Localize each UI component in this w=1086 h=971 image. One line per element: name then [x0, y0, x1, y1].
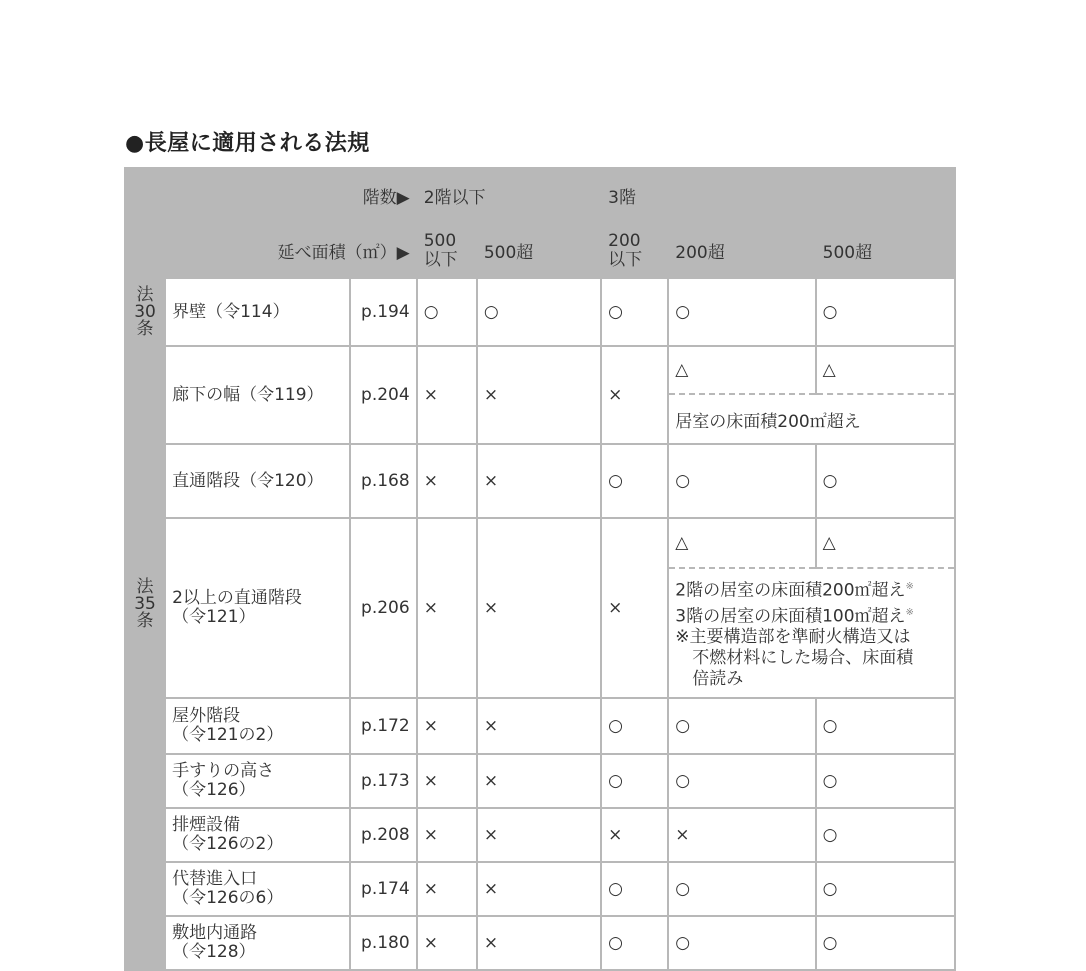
area-col-500-over: 500超 [477, 223, 601, 278]
row-name: 直通階段（令120） [165, 444, 349, 518]
table-row [125, 862, 955, 916]
page-ref: p.174 [350, 862, 417, 916]
page-ref: p.194 [350, 278, 417, 346]
floors-label: 階数▶ [165, 168, 417, 223]
table-row [125, 754, 955, 808]
cell: ○ [668, 698, 815, 754]
cell: × [477, 444, 601, 518]
cell: ○ [816, 862, 955, 916]
cell: ○ [668, 444, 815, 518]
cell: × [477, 916, 601, 970]
area-col-200-below: 200 以下 [601, 223, 668, 278]
header-row-area [125, 223, 955, 278]
row-name: 屋外階段 （令121の2） [165, 698, 349, 754]
cell: ○ [816, 808, 955, 862]
area-col-500-over-3f: 500超 [816, 223, 955, 278]
page-ref: p.204 [350, 346, 417, 444]
table-row [125, 808, 955, 862]
law-table [124, 167, 956, 971]
cell: × [477, 346, 601, 444]
section-label-law30: 法 30 条 [125, 278, 165, 346]
cell: × [417, 346, 477, 444]
cell: △ [816, 518, 955, 568]
cell: ○ [601, 444, 668, 518]
area-label: 延べ面積（㎡）▶ [165, 223, 417, 278]
note-line: 2階の居室の床面積200㎡超え※ [675, 580, 914, 601]
page-ref: p.180 [350, 916, 417, 970]
cell: ○ [668, 862, 815, 916]
table-row [125, 518, 955, 568]
cell: × [477, 862, 601, 916]
cell: × [477, 808, 601, 862]
cell: ○ [601, 278, 668, 346]
cell: ○ [601, 754, 668, 808]
cell: × [417, 808, 477, 862]
floor-col-3f: 3階 [601, 168, 955, 223]
row-name: 手すりの高さ （令126） [165, 754, 349, 808]
area-col-500-below: 500 以下 [417, 223, 477, 278]
cell: × [417, 916, 477, 970]
cell: △ [668, 518, 815, 568]
cell: ○ [668, 754, 815, 808]
area-col-200-over: 200超 [668, 223, 815, 278]
cell: × [601, 346, 668, 444]
page-ref: p.168 [350, 444, 417, 518]
header-corner [125, 168, 165, 278]
page-ref: p.173 [350, 754, 417, 808]
cell: ○ [601, 916, 668, 970]
table-row [125, 916, 955, 970]
cell: △ [816, 346, 955, 394]
cell: ○ [601, 862, 668, 916]
note-line: ※主要構造部を準耐火構造又は [675, 627, 911, 648]
row-name: 排煙設備 （令126の2） [165, 808, 349, 862]
table-row [125, 278, 955, 346]
page-ref: p.172 [350, 698, 417, 754]
cell: × [668, 808, 815, 862]
note-line: 不燃材料にした場合、床面積 [675, 648, 914, 669]
cell: ○ [601, 698, 668, 754]
cell: ○ [417, 278, 477, 346]
cell: × [417, 862, 477, 916]
cell: × [601, 808, 668, 862]
note-line: 3階の居室の床面積100㎡超え※ [675, 606, 914, 627]
row-name: 代替進入口 （令126の6） [165, 862, 349, 916]
condition-note-block [668, 568, 955, 698]
cell: × [477, 754, 601, 808]
cell: ○ [668, 278, 815, 346]
cell: ○ [816, 916, 955, 970]
page-ref: p.206 [350, 518, 417, 698]
table-row [125, 346, 955, 394]
page-ref: p.208 [350, 808, 417, 862]
row-name: 廊下の幅（令119） [165, 346, 349, 444]
cell: ○ [668, 916, 815, 970]
row-name: 敷地内通路 （令128） [165, 916, 349, 970]
row-name: 界壁（令114） [165, 278, 349, 346]
cell: ○ [816, 444, 955, 518]
header-row-floors [125, 168, 955, 223]
table-row [125, 444, 955, 518]
cell: × [477, 518, 601, 698]
page-title: ●長屋に適用される法規 [125, 131, 370, 156]
section-label-law35: 法 35 条 [125, 346, 165, 862]
cell: ○ [477, 278, 601, 346]
cell: × [417, 754, 477, 808]
cell: ○ [816, 698, 955, 754]
cell: × [417, 444, 477, 518]
table-row [125, 698, 955, 754]
cell: × [417, 518, 477, 698]
cell: ○ [816, 278, 955, 346]
cell: × [477, 698, 601, 754]
cell: × [601, 518, 668, 698]
floor-col-2f: 2階以下 [417, 168, 601, 223]
row-name: 2以上の直通階段 （令121） [165, 518, 349, 698]
cell: ○ [816, 754, 955, 808]
cell: △ [668, 346, 815, 394]
section-continuation [125, 862, 165, 970]
note-line: 倍読み [675, 669, 744, 690]
cell: × [417, 698, 477, 754]
condition-note: 居室の床面積200㎡超え [668, 394, 955, 444]
